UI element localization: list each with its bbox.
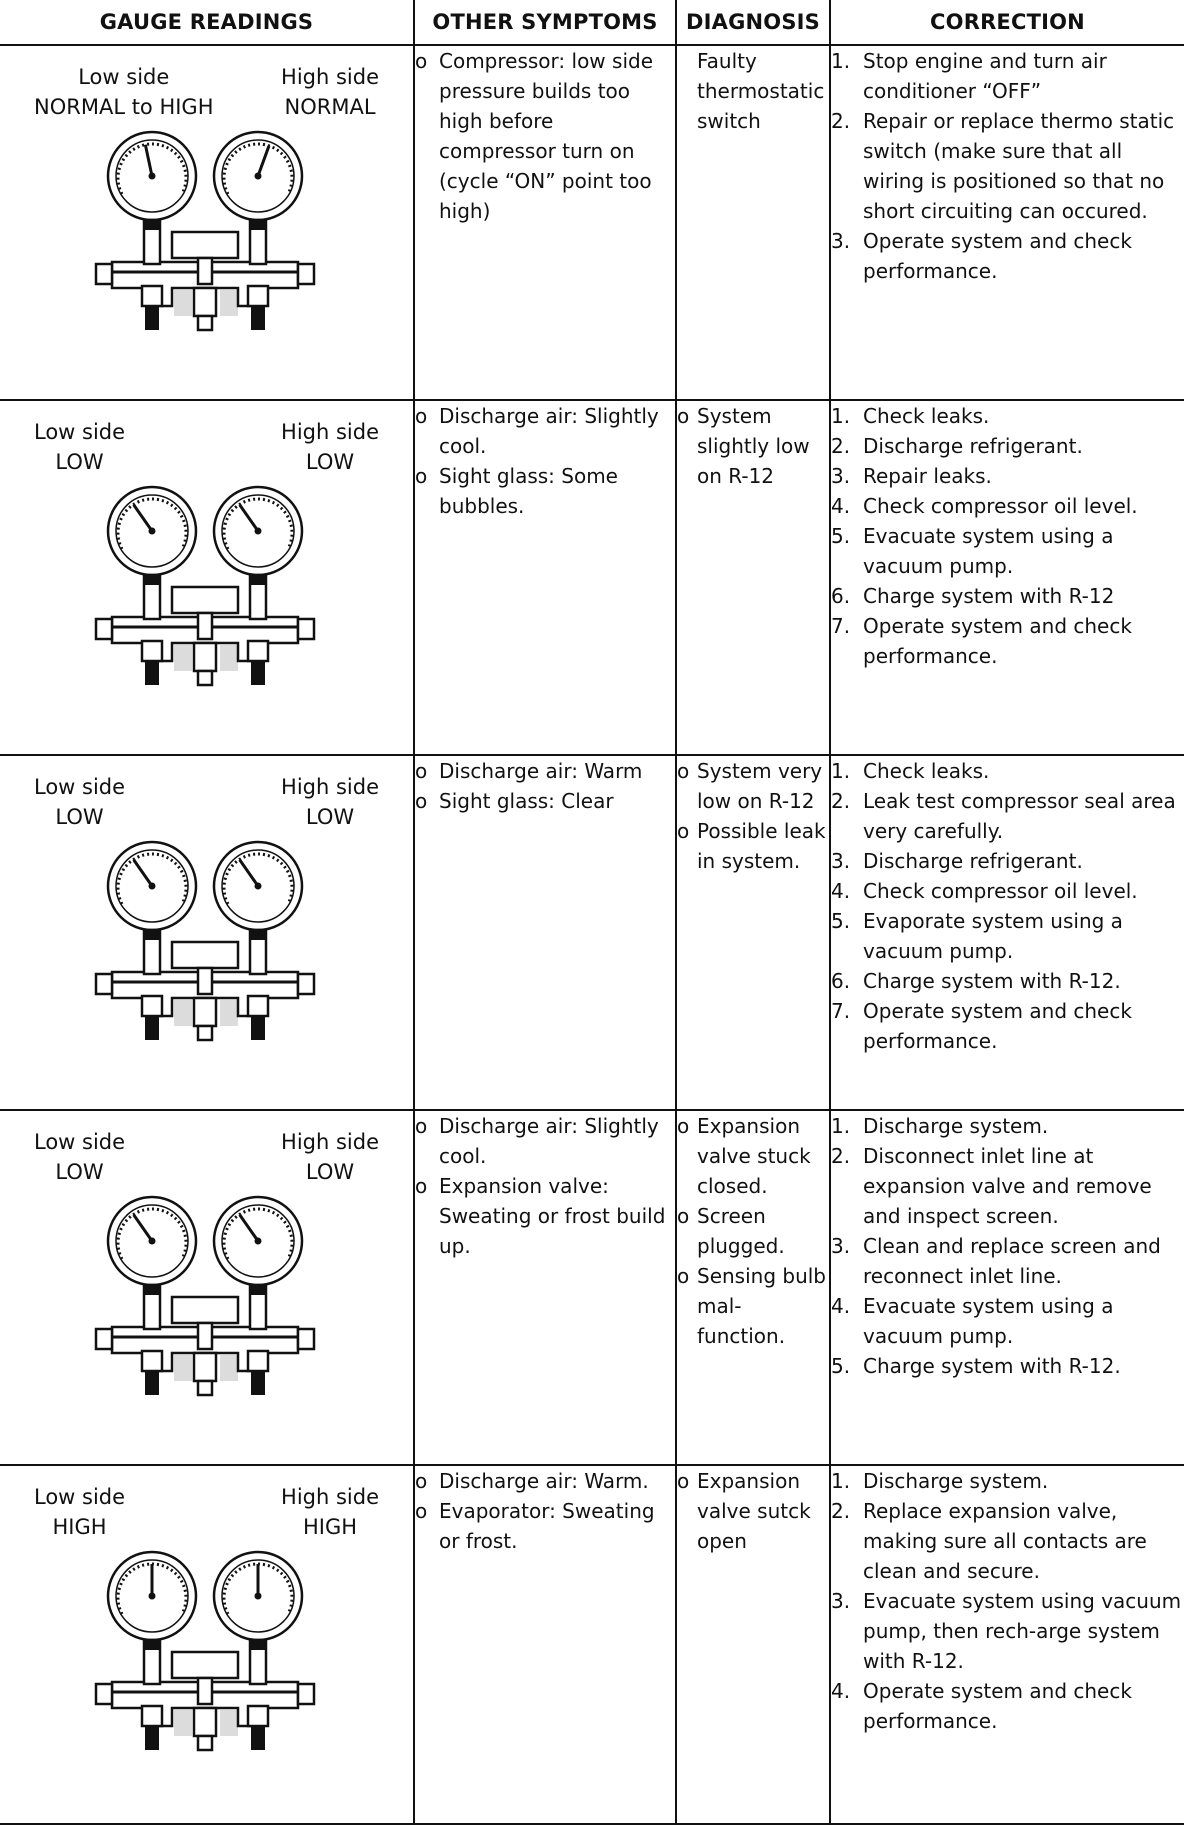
correction-cell	[830, 400, 1184, 755]
high-side-reading	[281, 417, 379, 477]
diagnosis-item	[677, 1261, 829, 1351]
correction-step-text: Evaporate system using a vacuum pump.	[863, 909, 1123, 963]
symptom-item-marker: o	[415, 1469, 428, 1493]
header-other-symptoms: OTHER SYMPTOMS	[414, 0, 676, 45]
symptom-item-text: Sight glass: Clear	[439, 789, 614, 813]
high-side-reading	[281, 1127, 379, 1187]
table-row	[0, 1110, 1184, 1465]
symptom-item-marker: o	[415, 759, 428, 783]
symptom-item-text: Sight glass: Some bubbles.	[439, 464, 618, 518]
low-side-reading	[34, 417, 125, 477]
diagnosis-cell	[676, 45, 830, 400]
low-side-value: LOW	[55, 1160, 104, 1184]
diagnosis-item-marker: o	[677, 1469, 690, 1493]
correction-step-marker: 5.	[831, 909, 851, 933]
correction-step-text: Operate system and check performance.	[863, 999, 1132, 1053]
correction-step-text: Check compressor oil level.	[863, 494, 1138, 518]
header-gauge-readings: GAUGE READINGS	[0, 0, 414, 45]
correction-step	[831, 876, 1184, 906]
correction-step-text: Check leaks.	[863, 759, 990, 783]
diagnosis-item	[677, 1466, 829, 1556]
symptom-item	[415, 1171, 675, 1261]
correction-step	[831, 1111, 1184, 1141]
correction-step-text: Operate system and check performance.	[863, 229, 1132, 283]
correction-cell	[830, 1110, 1184, 1465]
correction-step	[831, 431, 1184, 461]
high-side-label: High side	[281, 420, 379, 444]
correction-step	[831, 966, 1184, 996]
symptom-item	[415, 401, 675, 461]
symptom-item-marker: o	[415, 49, 428, 73]
low-side-label: Low side	[34, 775, 126, 799]
high-side-value: HIGH	[302, 1515, 358, 1539]
correction-step-text: Repair or replace thermo static switch (make sure that all wiring is positioned so that no short circuiting can occured.	[863, 109, 1175, 223]
correction-step-marker: 3.	[831, 1589, 851, 1613]
table-row	[0, 755, 1184, 1110]
correction-cell	[830, 755, 1184, 1110]
correction-step-marker: 1.	[831, 49, 851, 73]
symptom-item	[415, 46, 675, 226]
symptom-item	[415, 461, 675, 521]
table-row	[0, 45, 1184, 400]
symptom-item	[415, 786, 675, 816]
high-side-value: NORMAL	[284, 95, 376, 119]
other-symptoms-cell	[414, 400, 676, 755]
other-symptoms-cell	[414, 1465, 676, 1824]
correction-step-marker: 2.	[831, 109, 851, 133]
correction-step-text: Operate system and check performance.	[863, 614, 1132, 668]
header-correction: CORRECTION	[830, 0, 1184, 45]
correction-step	[831, 1141, 1184, 1231]
correction-step-marker: 2.	[831, 789, 851, 813]
manifold-gauge-set-icon	[92, 1546, 322, 1754]
high-side-value: LOW	[305, 1160, 355, 1184]
high-side-reading	[281, 1482, 379, 1542]
diagnosis-cell	[676, 755, 830, 1110]
diagnosis-item	[677, 816, 829, 876]
correction-step-text: Charge system with R-12	[863, 584, 1115, 608]
correction-step	[831, 906, 1184, 966]
symptom-item-marker: o	[415, 1499, 428, 1523]
symptom-item-text: Compressor: low side pressure builds too high before compressor turn on (cycle “ON” point too high)	[439, 49, 653, 223]
low-side-reading	[34, 1482, 125, 1542]
correction-step-text: Leak test compressor seal area very carefully.	[863, 789, 1176, 843]
correction-step	[831, 996, 1184, 1056]
correction-step	[831, 756, 1184, 786]
diagnosis-item-text: Expansion valve sutck open	[697, 1469, 811, 1553]
correction-step-text: Discharge system.	[863, 1114, 1049, 1138]
correction-step-marker: 4.	[831, 1679, 851, 1703]
correction-step-text: Operate system and check performance.	[863, 1679, 1132, 1733]
correction-step	[831, 1291, 1184, 1351]
correction-step-text: Clean and replace screen and reconnect inlet line.	[863, 1234, 1161, 1288]
correction-step	[831, 1351, 1184, 1381]
symptom-item-marker: o	[415, 789, 428, 813]
correction-step-marker: 1.	[831, 1114, 851, 1138]
diagnosis-item-text: Sensing bulb mal-function.	[697, 1264, 827, 1348]
diagnosis-cell	[676, 400, 830, 755]
correction-step	[831, 1586, 1184, 1676]
diagnosis-item-text: System very low on R-12	[697, 759, 823, 813]
correction-step-text: Repair leaks.	[863, 464, 992, 488]
diagnosis-item	[677, 401, 829, 491]
correction-step-text: Stop engine and turn air conditioner “OFF”	[863, 49, 1107, 103]
gauge-readings-cell	[0, 1110, 414, 1465]
correction-step-text: Charge system with R-12.	[863, 1354, 1121, 1378]
diagnosis-item-text: Possible leak in system.	[697, 819, 826, 873]
correction-step	[831, 521, 1184, 581]
diagnosis-item	[677, 1201, 829, 1261]
correction-step-marker: 2.	[831, 1499, 851, 1523]
correction-step	[831, 1466, 1184, 1496]
diagnosis-item-text: System slightly low on R-12	[697, 404, 810, 488]
correction-step-text: Discharge refrigerant.	[863, 849, 1083, 873]
table-row	[0, 1465, 1184, 1824]
correction-step-marker: 3.	[831, 464, 851, 488]
correction-step	[831, 581, 1184, 611]
other-symptoms-cell	[414, 1110, 676, 1465]
low-side-label: Low side	[78, 65, 170, 89]
correction-step-marker: 2.	[831, 434, 851, 458]
low-side-label: Low side	[34, 420, 126, 444]
low-side-reading	[34, 62, 214, 122]
correction-step-marker: 2.	[831, 1144, 851, 1168]
correction-step-marker: 3.	[831, 849, 851, 873]
manifold-gauge-set-icon	[92, 836, 322, 1044]
correction-step-marker: 5.	[831, 1354, 851, 1378]
diagnosis-item-text: Faulty thermostatic switch	[697, 49, 825, 133]
correction-step-marker: 5.	[831, 524, 851, 548]
correction-step-text: Evacuate system using a vacuum pump.	[863, 524, 1114, 578]
diagnosis-item-text: Screen plugged.	[697, 1204, 785, 1258]
low-side-reading	[34, 1127, 125, 1187]
diagnosis-item	[677, 756, 829, 816]
diagnosis-item-marker: o	[677, 1264, 690, 1288]
correction-step-text: Discharge refrigerant.	[863, 434, 1083, 458]
gauge-readings-cell	[0, 400, 414, 755]
correction-step-text: Discharge system.	[863, 1469, 1049, 1493]
correction-step	[831, 1231, 1184, 1291]
low-side-reading	[34, 772, 125, 832]
correction-step-marker: 4.	[831, 494, 851, 518]
symptom-item-text: Discharge air: Warm.	[439, 1469, 649, 1493]
high-side-value: LOW	[305, 450, 355, 474]
correction-step-marker: 3.	[831, 1234, 851, 1258]
diagnosis-item-marker: o	[677, 1204, 690, 1228]
correction-step	[831, 1496, 1184, 1586]
diagnosis-item-marker: o	[677, 1114, 690, 1138]
symptom-item-text: Evaporator: Sweating or frost.	[439, 1499, 655, 1553]
other-symptoms-cell	[414, 45, 676, 400]
table-row	[0, 400, 1184, 755]
correction-step-text: Replace expansion valve, making sure all contacts are clean and secure.	[863, 1499, 1147, 1583]
manifold-gauge-set-icon	[92, 481, 322, 689]
symptom-item-text: Discharge air: Slightly cool.	[439, 404, 659, 458]
correction-step-text: Check leaks.	[863, 404, 990, 428]
correction-step-marker: 4.	[831, 1294, 851, 1318]
correction-step	[831, 461, 1184, 491]
symptom-item	[415, 756, 675, 786]
manifold-gauge-set-icon	[92, 1191, 322, 1399]
symptom-item-text: Discharge air: Slightly cool.	[439, 1114, 659, 1168]
diagnosis-item	[677, 1111, 829, 1201]
high-side-reading	[281, 62, 379, 122]
low-side-value: NORMAL to HIGH	[34, 95, 214, 119]
gauge-readings-cell	[0, 45, 414, 400]
correction-step-marker: 1.	[831, 759, 851, 783]
correction-step	[831, 226, 1184, 286]
symptom-item-marker: o	[415, 464, 428, 488]
diagnosis-item-marker: o	[677, 819, 690, 843]
correction-step	[831, 106, 1184, 226]
correction-step	[831, 611, 1184, 671]
symptom-item-text: Discharge air: Warm	[439, 759, 643, 783]
gauge-readings-cell	[0, 1465, 414, 1824]
symptom-item-marker: o	[415, 1114, 428, 1138]
diagnosis-item-text: Expansion valve stuck closed.	[697, 1114, 811, 1198]
high-side-label: High side	[281, 65, 379, 89]
low-side-label: Low side	[34, 1485, 126, 1509]
symptom-item	[415, 1111, 675, 1171]
correction-step-marker: 1.	[831, 404, 851, 428]
low-side-value: HIGH	[52, 1515, 107, 1539]
symptom-item-marker: o	[415, 1174, 428, 1198]
correction-step-marker: 6.	[831, 584, 851, 608]
other-symptoms-cell	[414, 755, 676, 1110]
correction-cell	[830, 45, 1184, 400]
correction-step-text: Evacuate system using vacuum pump, then rech-arge system with R-12.	[863, 1589, 1182, 1673]
correction-step-marker: 3.	[831, 229, 851, 253]
correction-step-text: Evacuate system using a vacuum pump.	[863, 1294, 1114, 1348]
diagnosis-item	[677, 46, 829, 136]
correction-step-text: Charge system with R-12.	[863, 969, 1121, 993]
diagnosis-cell	[676, 1110, 830, 1465]
header-row	[0, 0, 1184, 45]
diagnosis-cell	[676, 1465, 830, 1824]
correction-step	[831, 786, 1184, 846]
high-side-value: LOW	[305, 805, 355, 829]
header-diagnosis: DIAGNOSIS	[676, 0, 830, 45]
correction-step-text: Disconnect inlet line at expansion valve and remove and inspect screen.	[863, 1144, 1152, 1228]
high-side-label: High side	[281, 1130, 379, 1154]
correction-step	[831, 846, 1184, 876]
correction-cell	[830, 1465, 1184, 1824]
correction-step-text: Check compressor oil level.	[863, 879, 1138, 903]
correction-step	[831, 401, 1184, 431]
correction-step-marker: 4.	[831, 879, 851, 903]
manifold-gauge-set-icon	[92, 126, 322, 334]
correction-step-marker: 7.	[831, 614, 851, 638]
high-side-label: High side	[281, 775, 379, 799]
symptom-item-marker: o	[415, 404, 428, 428]
symptom-item	[415, 1466, 675, 1496]
correction-step-marker: 1.	[831, 1469, 851, 1493]
low-side-value: LOW	[55, 805, 104, 829]
low-side-value: LOW	[55, 450, 104, 474]
correction-step	[831, 1676, 1184, 1736]
symptom-item-text: Expansion valve: Sweating or frost build up.	[439, 1174, 666, 1258]
gauge-readings-cell	[0, 755, 414, 1110]
diagnosis-item-marker: o	[677, 404, 690, 428]
symptom-item	[415, 1496, 675, 1556]
correction-step-marker: 6.	[831, 969, 851, 993]
high-side-label: High side	[281, 1485, 379, 1509]
low-side-label: Low side	[34, 1130, 126, 1154]
correction-step	[831, 491, 1184, 521]
correction-step-marker: 7.	[831, 999, 851, 1023]
diagnosis-item-marker: o	[677, 759, 690, 783]
diagnosis-item-marker	[677, 46, 697, 136]
correction-step	[831, 46, 1184, 106]
high-side-reading	[281, 772, 379, 832]
